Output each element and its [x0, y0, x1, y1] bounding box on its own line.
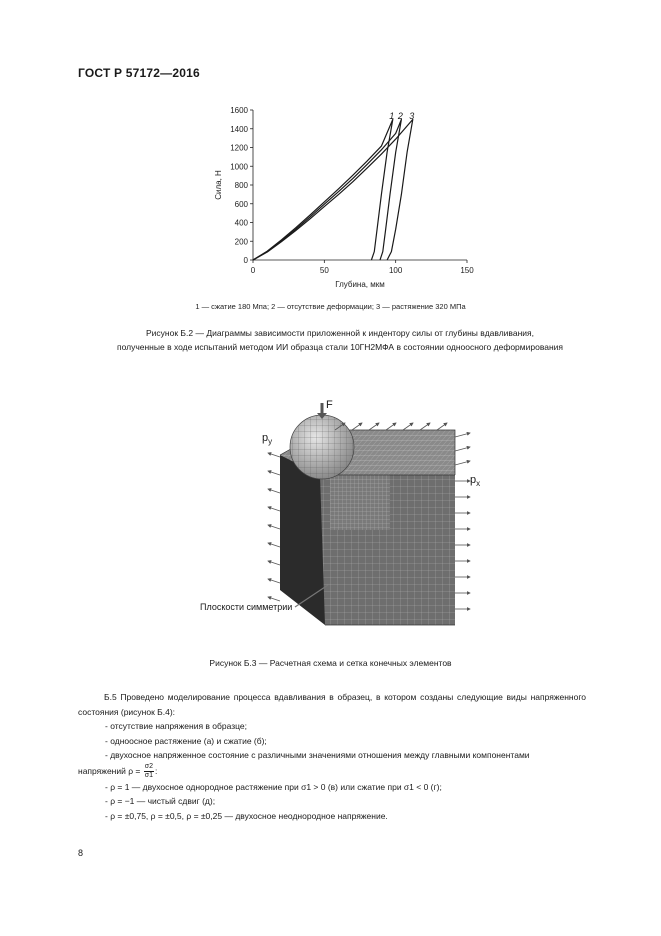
list-item: - двухосное напряженное состояние с различными значениями отношения между главными компонентами: [105, 750, 530, 760]
series-label-1: 1: [389, 111, 395, 121]
force-depth-chart: [205, 98, 485, 298]
label-force: F: [326, 399, 333, 411]
figure-legend: 1 — сжатие 180 Мпа; 2 — отсутствие деформации; 3 — растяжение 320 МПа: [195, 302, 466, 311]
load-arrow: [268, 453, 280, 457]
paragraph-b5: Б.5 Проведено моделирование процесса вдавливания в образец, в котором созданы следующие виды напряженного состояния (рисунок Б.4):: [78, 692, 586, 717]
load-arrow: [268, 579, 280, 583]
load-arrow: [437, 423, 447, 430]
y-tick-label: 0: [243, 256, 248, 265]
y-tick-label: 200: [234, 237, 248, 247]
caption-line-2: полученные в ходе испытаний методом ИИ образца стали 10ГН2МФА в состоянии одноосного деформирования: [116, 342, 564, 352]
load-arrow: [403, 423, 413, 430]
x-tick-label: 50: [319, 266, 329, 275]
y-tick-label: 400: [234, 218, 248, 228]
list-item: - ρ = 1 — двухосное однородное растяжение при σ1 > 0 (в) или сжатие при σ1 < 0 (г);: [105, 781, 442, 792]
x-tick-label: 150: [460, 266, 474, 275]
load-arrow: [268, 543, 280, 547]
y-tick-label: 1000: [230, 162, 248, 172]
page-number: 8: [78, 848, 84, 858]
y-tick-label: 600: [234, 199, 248, 209]
load-arrow: [369, 423, 379, 430]
series-label-3: 3: [409, 111, 415, 121]
label-px: $p_x$: [470, 474, 481, 488]
series-label-2: 2: [397, 111, 403, 121]
figure-b3-caption: Рисунок Б.3 — Расчетная схема и сетка конечных элементов: [209, 658, 452, 668]
load-arrow: [455, 433, 470, 437]
fe-model-figure: [190, 395, 490, 635]
x-axis-label: Глубина, мкм: [335, 280, 385, 289]
figure-b2-caption: [70, 326, 610, 354]
load-arrow: [455, 461, 470, 465]
load-arrow: [268, 489, 280, 493]
load-arrow: [268, 525, 280, 529]
x-tick-label: 100: [388, 266, 403, 275]
label-symmetry-planes: Плоскости симметрии: [200, 602, 293, 612]
y-tick-label: 800: [234, 181, 248, 190]
load-arrow: [268, 507, 280, 511]
series-curve-2: [253, 119, 401, 260]
chart-series: [253, 119, 413, 260]
document-header: ГОСТ Р 57172—2016: [78, 66, 200, 80]
load-arrow: [386, 423, 396, 430]
body-text: [78, 690, 586, 823]
load-arrow: [268, 561, 280, 565]
caption-line-1: Рисунок Б.2 — Диаграммы зависимости приложенной к индентору силы от глубины вдавливания,: [146, 328, 534, 338]
list-item: - одноосное растяжение (а) и сжатие (б);: [105, 735, 267, 746]
series-curve-1: [253, 119, 393, 260]
list-item: - отсутствие напряжения в образце;: [105, 721, 247, 731]
load-arrow: [455, 447, 470, 451]
x-tick-label: 0: [250, 266, 256, 275]
list-item: - ρ = ±0,75, ρ = ±0,5, ρ = ±0,25 — двухосное неоднородное напряжение.: [105, 810, 388, 821]
list-item: - ρ = −1 — чистый сдвиг (д);: [105, 796, 216, 806]
label-py: $p_y$: [262, 432, 273, 446]
load-arrow: [352, 423, 362, 430]
ratio-fraction: $\frac{\sigma 2}{\sigma 1}$: [144, 762, 153, 779]
y-tick-label: 1200: [230, 143, 248, 153]
load-arrow: [268, 471, 280, 475]
list-item-continuation: напряжений ρ = $\frac{\sigma 2}{\sigma 1}$ :: [78, 762, 158, 779]
y-axis-label: Сила, Н: [214, 170, 223, 200]
y-tick-label: 1400: [230, 124, 248, 134]
load-arrow: [420, 423, 430, 430]
load-arrow: [268, 597, 280, 601]
y-tick-label: 1600: [230, 106, 248, 115]
